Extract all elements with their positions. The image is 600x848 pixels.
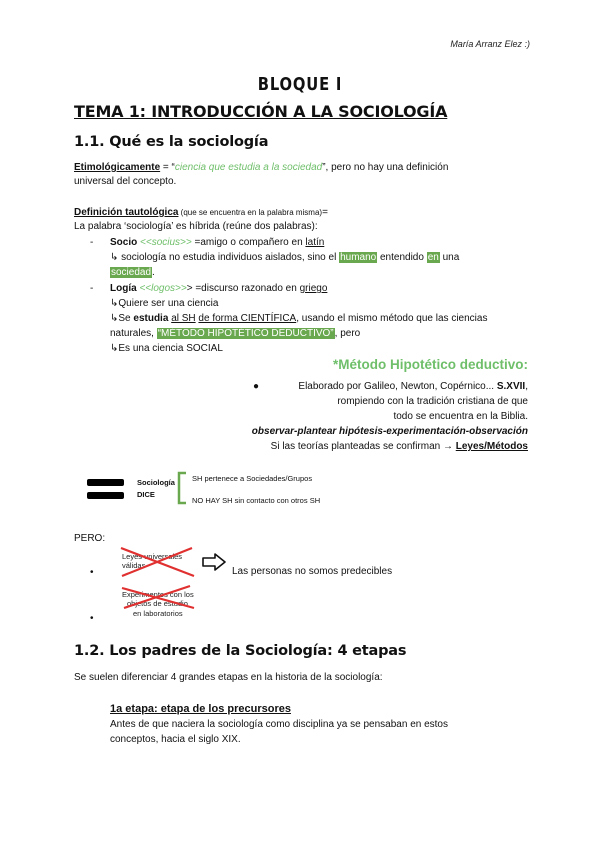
exp-text-3: en laboratorios bbox=[133, 609, 183, 618]
stage-1-century: XIX bbox=[221, 734, 238, 745]
bullet-2: • bbox=[90, 613, 94, 624]
equals-bar-bottom bbox=[87, 492, 124, 499]
metodo-line-3: todo se encuentra en la Biblia. bbox=[393, 411, 528, 422]
sh-statement-2: NO HAY SH sin contacto con otros SH bbox=[192, 496, 321, 505]
definition-note: (que se encuentra en la palabra misma) bbox=[178, 208, 323, 217]
socio-meaning: =amigo o compañero en bbox=[194, 237, 306, 248]
socio-explain: ↳ sociología no estudia individuos aislados, sino el bbox=[110, 252, 340, 263]
metodo-century: S.XVII bbox=[496, 381, 526, 392]
logia-meaning: > =discurso razonado en bbox=[186, 283, 300, 294]
bullet-1: • bbox=[90, 567, 94, 578]
logia-line-2: ↳Quiere ser una ciencia bbox=[110, 298, 219, 309]
exp-text-2: objetos de estudio bbox=[127, 599, 188, 608]
metodo-leyes: Leyes/Métodos bbox=[455, 441, 528, 452]
stages-intro: Se suelen diferenciar 4 grandes etapas en la historia de la sociología: bbox=[74, 672, 383, 683]
equals-bar-top bbox=[87, 479, 124, 486]
stage-1-line-1: Antes de que naciera la sociología como disciplina ya se pensaban en estos bbox=[110, 719, 448, 730]
logia-naturales: naturales, bbox=[110, 328, 157, 339]
leyes-text-1: Leyes universales bbox=[122, 552, 183, 561]
etymology-label: Etimológicamente bbox=[74, 162, 161, 173]
sociologia-dice-1: Sociología bbox=[137, 478, 175, 487]
socio-word: Socio bbox=[110, 237, 138, 248]
cross-out-experimentos bbox=[118, 584, 198, 612]
logia-estudia: estudia bbox=[133, 313, 169, 324]
green-bracket bbox=[176, 470, 190, 506]
definition-line bbox=[74, 206, 328, 220]
logia-dash: - bbox=[90, 283, 94, 294]
highlight-en: en bbox=[427, 252, 439, 263]
highlight-sociedad: sociedad bbox=[111, 267, 152, 278]
predecibles-text: Las personas no somos predecibles bbox=[232, 566, 393, 577]
logia-line bbox=[110, 282, 327, 296]
etymology-rest: ”, pero no hay una definición bbox=[322, 162, 449, 173]
logia-word: Logía bbox=[110, 283, 137, 294]
logia-l3a: ↳Se bbox=[110, 313, 134, 324]
definition-eq: = bbox=[322, 207, 328, 218]
cross-out-leyes bbox=[118, 544, 198, 580]
stage-1-line-2 bbox=[110, 733, 241, 747]
author-signature: María Arranz Elez :) bbox=[450, 39, 530, 49]
section-heading-1-1: 1.1. Qué es la sociología bbox=[74, 134, 269, 150]
etymology-line bbox=[74, 161, 448, 175]
stage-1-text: conceptos, hacia el siglo bbox=[110, 734, 222, 745]
stage-1-title: 1a etapa: etapa de los precursores bbox=[110, 703, 291, 715]
socio-line bbox=[110, 236, 324, 250]
logia-line-4 bbox=[110, 327, 360, 341]
section-heading-1-2: 1.2. Los padres de la Sociología: 4 etapas bbox=[74, 643, 407, 659]
logia-cientifica: de forma CIENTÍFICA bbox=[198, 313, 297, 324]
etymology-line-2: universal del concepto. bbox=[74, 176, 177, 187]
logia-greek: <<logos>> bbox=[136, 283, 187, 294]
pero-label: PERO: bbox=[74, 533, 106, 544]
sociologia-dice-2: DICE bbox=[137, 490, 155, 499]
highlight-humano: humano bbox=[340, 252, 377, 263]
logia-l3g: , usando el mismo método que las ciencias bbox=[296, 313, 488, 324]
topic-title: TEMA 1: INTRODUCCIÓN A LA SOCIOLOGÍA bbox=[74, 102, 448, 121]
socio-end: . bbox=[152, 267, 155, 278]
etymology-quote: ciencia que estudia a la sociedad bbox=[174, 162, 323, 173]
socio-line-3 bbox=[110, 266, 155, 280]
hybrid-line: La palabra ‘sociología’ es híbrida (reúne dos palabras): bbox=[74, 221, 318, 232]
right-arrow-icon bbox=[201, 553, 227, 571]
socio-language: latín bbox=[305, 237, 325, 248]
metodo-title: *Método Hipotético deductivo: bbox=[333, 357, 528, 372]
leyes-text-2: válidas bbox=[122, 561, 146, 570]
metodo-line-2: rompiendo con la tradición cristiana de que bbox=[337, 396, 528, 407]
metodo-line-5 bbox=[271, 440, 528, 454]
sh-statement-1: SH pertenece a Sociedades/Grupos bbox=[192, 474, 313, 483]
etymology-eq: = “ bbox=[160, 162, 175, 173]
metodo-if: Si las teorías planteadas se confirman → bbox=[270, 441, 456, 452]
stage-1-dot: . bbox=[237, 734, 241, 745]
socio-dash: - bbox=[90, 237, 94, 248]
metodo-authors: Elaborado por Galileo, Newton, Copérnico... bbox=[298, 381, 497, 392]
metodo-comma: , bbox=[525, 381, 528, 392]
metodo-line-1 bbox=[298, 380, 528, 394]
socio-explain-2: entendido bbox=[377, 252, 427, 263]
socio-explain-3: una bbox=[439, 252, 460, 263]
definition-label: Definición tautológica bbox=[74, 207, 179, 218]
socio-latin: <<socius>> bbox=[137, 237, 195, 248]
logia-line-3 bbox=[110, 312, 487, 326]
highlight-metodo: “MÉTODO HIPOTÉTICO DEDUCTIVO” bbox=[157, 328, 334, 339]
exp-text-1: Experimentos con los bbox=[122, 590, 194, 599]
metodo-steps: observar-plantear hipótesis-experimentación-observación bbox=[251, 426, 528, 437]
logia-pero: , pero bbox=[334, 328, 361, 339]
metodo-bullet: ● bbox=[253, 381, 260, 392]
logia-al-sh: al SH bbox=[171, 313, 196, 324]
logia-line-5: ↳Es una ciencia SOCIAL bbox=[110, 343, 223, 354]
block-title: BLOQUE I bbox=[257, 74, 343, 95]
logia-language: griego bbox=[299, 283, 328, 294]
socio-line-2 bbox=[110, 251, 459, 265]
